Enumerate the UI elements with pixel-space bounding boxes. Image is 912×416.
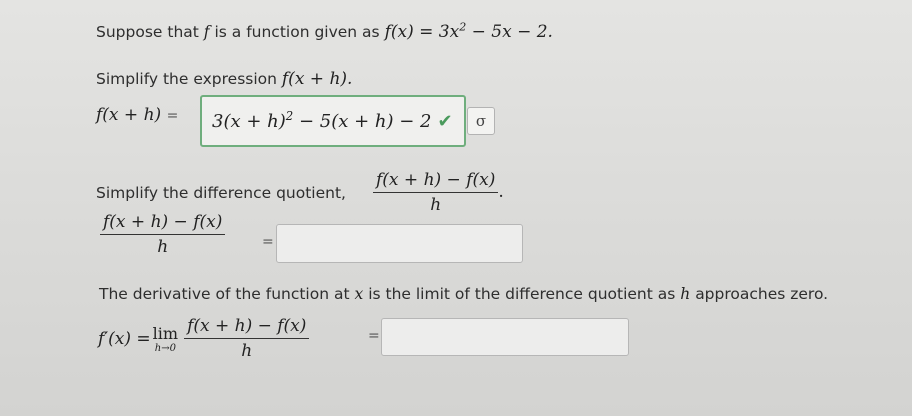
derivative-symbol: f′(x) =	[98, 328, 151, 349]
intro-line	[96, 22, 553, 42]
intro-function: $f(x) = 3x^2 - 5x - 2$.	[384, 20, 553, 42]
simplify-expression-prompt	[96, 69, 352, 89]
answer2-input[interactable]	[276, 224, 523, 263]
answer3-equals: =	[368, 328, 380, 344]
dq-fraction: $\frac{f(x + h) - f(x)}{h}$ .	[373, 170, 504, 215]
simplify-label: Simplify the expression	[96, 70, 277, 88]
answer1-input[interactable]	[200, 95, 466, 147]
dq-numerator: f(x + h) − f(x)	[373, 170, 498, 193]
dq-denominator: h	[430, 195, 442, 215]
answer3-lhs	[98, 316, 309, 361]
dq-label: Simplify the difference quotient,	[96, 184, 346, 202]
answer3-input[interactable]	[381, 318, 629, 356]
answer2-numerator: f(x + h) − f(x)	[100, 212, 225, 235]
answer2-lhs	[100, 212, 225, 257]
answer1-value: $3(x + h)^2 - 5(x + h) - 2$	[212, 108, 432, 132]
intro-text: Suppose that	[96, 23, 199, 41]
intro-f: f	[203, 23, 210, 41]
difference-quotient-prompt	[96, 184, 346, 202]
limit-operator: lim h→0	[152, 323, 179, 354]
answer2-denominator: h	[157, 237, 169, 257]
math-tool-button[interactable]	[467, 107, 495, 135]
intro-mid: is a function given as	[214, 23, 380, 41]
answer2-equals: =	[262, 234, 274, 250]
derivative-explanation: The derivative of the function at x is the limit of the difference quotient as h approaches zero.	[99, 285, 829, 303]
checkmark-icon: ✔	[437, 110, 453, 132]
simplify-expr: f(x + h).	[281, 69, 353, 89]
answer3-numerator: f(x + h) − f(x)	[184, 316, 309, 339]
answer1-lhs: f(x + h) =	[96, 105, 179, 125]
sigma-icon: σ	[475, 112, 487, 130]
answer3-denominator: h	[241, 341, 253, 361]
